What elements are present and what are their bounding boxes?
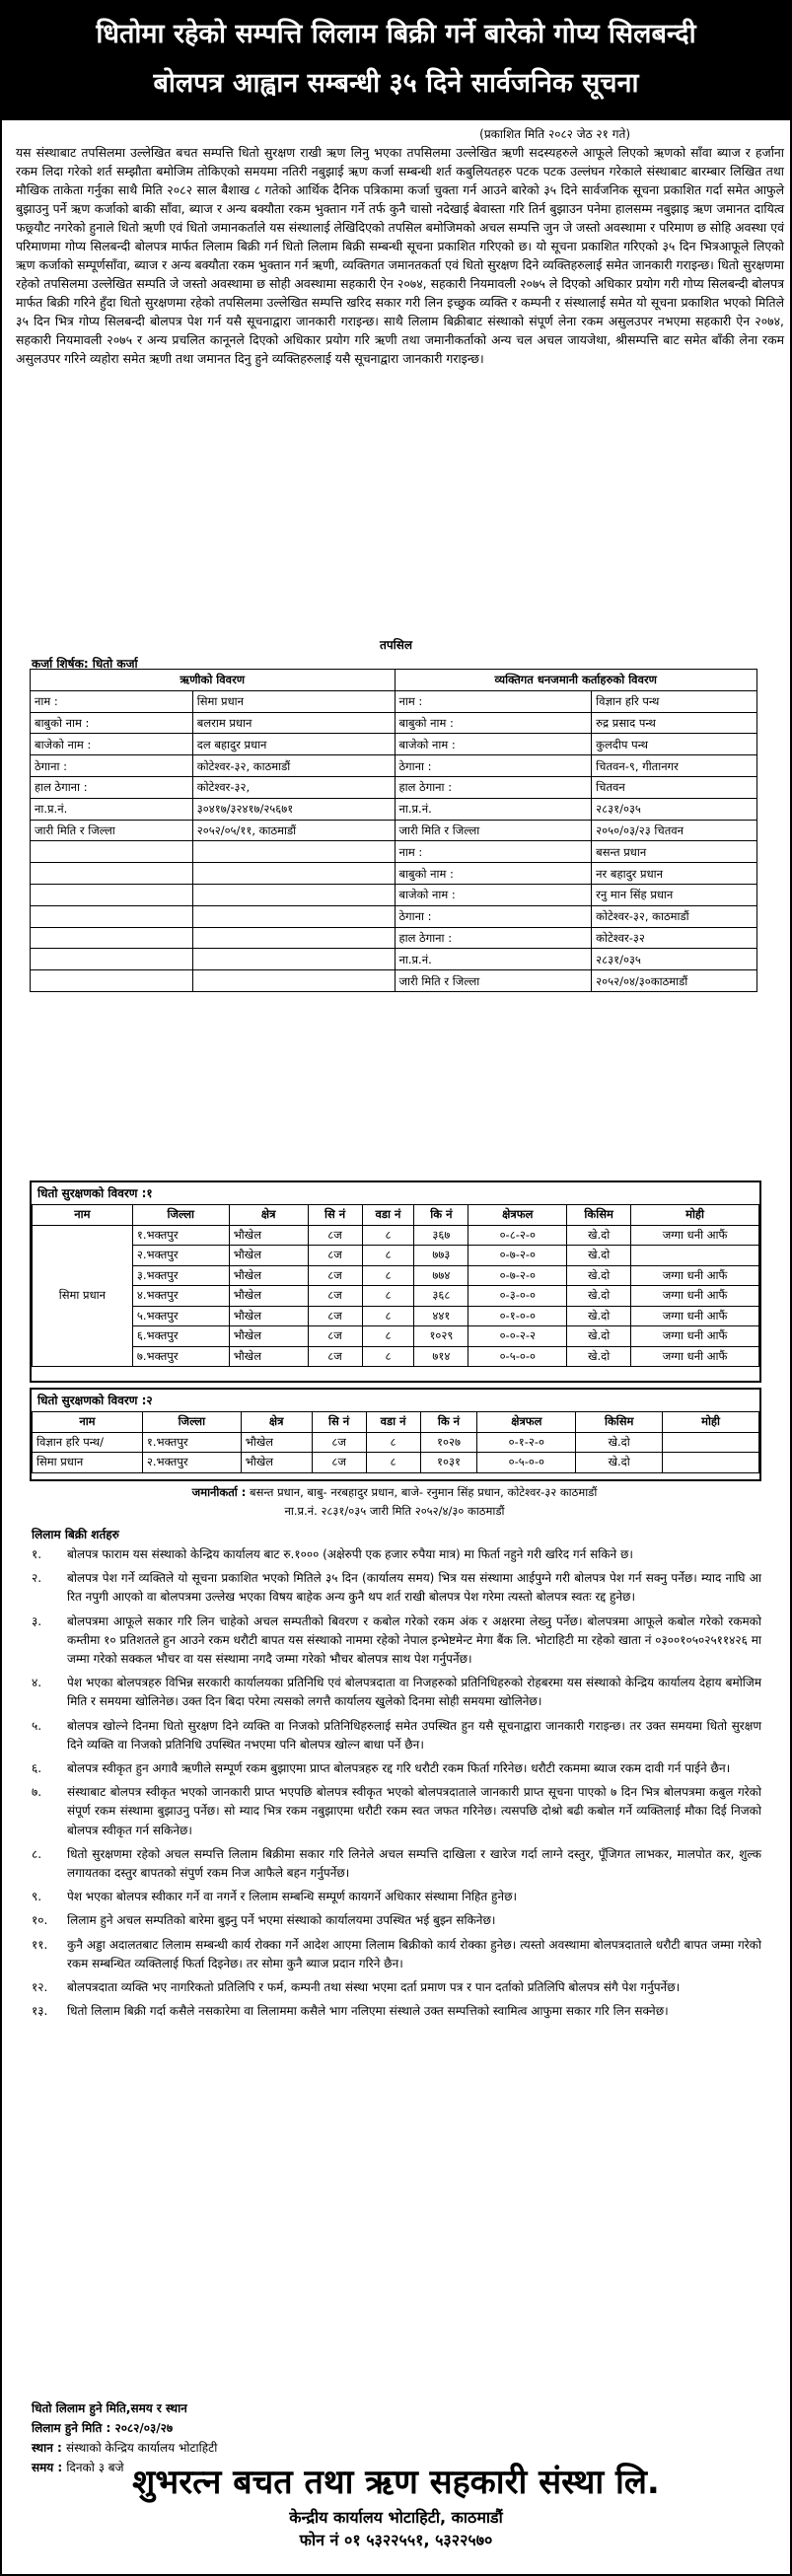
info-row [31, 712, 757, 734]
table-cell: जग्गा धनी आफैं [631, 1286, 759, 1307]
guarantor-field-value: नर बहादुर प्रधान [592, 863, 757, 885]
table-cell: ३६७ [414, 1225, 468, 1246]
table-row [33, 1225, 759, 1246]
table-cell: भौखेल [229, 1346, 308, 1367]
term-text: बोलपत्र स्वीकृत हुन अगावै ऋणीले सम्पूर्ण रकम बुझाएमा प्राप्त बोलपत्रहरु रद्द गरि धरौटी रकम फिर्ता गरिनेछ। धरौटी रकममा ब्याज रकम दावी गर्न पाईने छैन। [67, 1761, 731, 1776]
auction-time-label: समय : [32, 2461, 63, 2474]
guarantee-text-2: ना.प्र.नं. २८३१/०३५ जारी मिति २०५२/४/३० काठमाडौं [284, 1504, 505, 1518]
empty-cell [192, 927, 395, 949]
table-cell: ८ज [312, 1432, 366, 1453]
term-text: पेश भएका बोलपत्र स्वीकार गर्ने वा नगर्ने र लिलाम सम्बन्धि सम्पूर्ण कायगर्ने अधिकार संस्थामा निहित हुनेछ। [67, 1890, 518, 1904]
table-cell: १०२९ [414, 1326, 468, 1347]
borrower-field-value: सिमा प्रधान [192, 690, 395, 712]
guarantor-field-label: ठेगाना : [395, 905, 592, 927]
table-cell: खे.दो [567, 1346, 631, 1367]
info-row [31, 798, 757, 820]
info-row [31, 734, 757, 755]
term-number: ६. [32, 1761, 42, 1776]
table-cell: भौखेल [229, 1265, 308, 1286]
header-line-2: बोलपत्र आह्वान सम्बन्धी ३५ दिने सार्वजनिक सूचना [153, 68, 639, 99]
column-header: किसिम [567, 1205, 631, 1226]
table-cell: ८ज [308, 1246, 362, 1266]
column-header: नाम [33, 1205, 133, 1226]
table-cell: ७१४ [414, 1346, 468, 1367]
table-cell: जग्गा धनी आफैं [631, 1265, 759, 1286]
borrower-field-value: दल बहादुर प्रधान [192, 734, 395, 755]
table-cell: ८ज [308, 1265, 362, 1286]
term-item [32, 1936, 761, 1973]
collateral-1-table [32, 1204, 759, 1367]
terms-list [32, 1545, 761, 2021]
info-row [31, 905, 757, 927]
column-header: जिल्ला [142, 1412, 241, 1433]
borrower-field-label: बाजेको नाम : [31, 734, 193, 755]
org-address: केन्द्रीय कार्यालय भोटाहिटी, काठमाडौं [289, 2508, 503, 2527]
column-header: क्षेत्र [241, 1412, 312, 1433]
table-cell: ६.भक्तपुर [132, 1326, 229, 1347]
table-cell: ०-१-०-० [468, 1306, 567, 1326]
term-number: २. [32, 1571, 42, 1586]
empty-cell [31, 970, 193, 992]
term-number: १०. [32, 1913, 48, 1928]
empty-cell [31, 841, 193, 863]
guarantor-field-value: २८३१/०३५ [592, 798, 757, 820]
table-cell: ८ज [308, 1346, 362, 1367]
borrower-heading: ऋणीको विवरण [31, 670, 396, 691]
table-cell: भौखेल [229, 1306, 308, 1326]
table-cell: २.भक्तपुर [132, 1246, 229, 1266]
header-line-1: धितोमा रहेको सम्पत्ति लिलाम बिक्री गर्ने बारेको गोप्य सिलबन्दी [96, 19, 696, 49]
guarantee-label: जमानीकर्ता : [191, 1485, 247, 1499]
term-item [32, 2002, 761, 2021]
term-text: पेश भएका बोलपत्रहरु विभिन्न सरकारी कार्यालयका प्रतिनिधि एवं बोलपत्रदाता वा निजहरुको प्रतिनिधिहरुको रोहबरमा यस संस्थाको केन्द्रिय कार्यालय देहाय बमोजिम मिति र समयमा खोलिनेछ। उक्त दिन बिदा परेमा त्यसको लगत्तै कार्यालय खुलेको दिनमा सोही समयमा खोलिनेछ। [67, 1676, 761, 1709]
guarantee-text: बसन्त प्रधान, बाबु- नरबहादुर प्रधान, बाजे- रनुमान सिंह प्रधान, कोटेश्वर-३२ काठमाडौं [250, 1485, 598, 1499]
column-header: क्षेत्र [229, 1205, 308, 1226]
table-cell: खे.दो [567, 1326, 631, 1347]
table-cell: खे.दो [567, 1306, 631, 1326]
guarantee-info [30, 1483, 759, 1521]
term-text: बोलपत्र पेश गर्ने व्यक्तिले यो सूचना प्रकाशित भएको मितिले ३५ दिन (कार्यालय समय) भित्र यस संस्थामा आईपुग्ने गरी बोलपत्र पेश गर्न सक्नु पर्नेछ। म्याद नाघि आ रित नपुगी आएको वा बोलपत्रमा उल्लेख भएका विषय बाहेक अन्य कुनै थप शर्त राखी बोलपत्र पेश गरेमा त्यस्तो बोलपत्र स्वतः रद्द हुनेछ। [67, 1571, 761, 1605]
table-cell: १.भक्तपुर [142, 1432, 241, 1453]
column-header: मोही [663, 1412, 759, 1433]
column-header: क्षेत्रफल [477, 1412, 576, 1433]
borrower-field-value: बलराम प्रधान [192, 712, 395, 734]
table-cell: ८ [362, 1346, 414, 1367]
empty-cell [31, 949, 193, 970]
table-cell: भौखेल [241, 1453, 312, 1473]
borrower-field-label: हाल ठेगाना : [31, 776, 193, 798]
term-text: धितो लिलाम बिक्री गर्दा कसैले नसकारेमा वा लिलाममा कसैले भाग नलिएमा संस्थाले उक्त सम्पत्तिको स्वामित्व आफुमा सकार गरि लिन सक्नेछ। [67, 2004, 669, 2019]
guarantor-field-value: रुद्र प्रसाद पन्थ [592, 712, 757, 734]
term-item [32, 1845, 761, 1883]
notice-header [2, 2, 790, 120]
collateral-2-table [32, 1411, 759, 1473]
table-cell: २.भक्तपुर [142, 1453, 241, 1473]
info-row [31, 820, 757, 841]
column-header: वडा नं [362, 1205, 414, 1226]
table-cell: ८ [366, 1432, 420, 1453]
term-item [32, 1545, 761, 1564]
table-cell: ७७४ [414, 1265, 468, 1286]
auction-date-label: लिलाम हुने मिति : [32, 2421, 111, 2435]
empty-cell [31, 927, 193, 949]
borrower-field-label: बाबुको नाम : [31, 712, 193, 734]
borrower-guarantor-table [30, 669, 757, 992]
borrower-field-value: कोटेश्वर-३२, काठमाडौं [192, 755, 395, 777]
table-cell: ८ [362, 1326, 414, 1347]
table-cell: खे.दो [567, 1225, 631, 1246]
column-header: क्षेत्रफल [468, 1205, 567, 1226]
term-text: बोलपत्र खोल्ने दिनमा धितो सुरक्षण दिने व्यक्ति वा निजको प्रतिनिधिहरुलाई समेत उपस्थित हुन यसै सूचनाद्वारा जानकारी गराइन्छ। तर उक्त समयमा धितो सुरक्षण दिने व्यक्ति वा निजको प्रतिनिधि उपस्थित नभएमा पनि बोलपत्र खोल्न बाधा पर्ने छैन। [67, 1718, 761, 1752]
column-header: किसिम [576, 1412, 663, 1433]
term-number: १२. [32, 1980, 48, 1995]
info-row [31, 690, 757, 712]
term-text: लिलाम हुने अचल सम्पतिको बारेमा बुझ्नु पर्ने भएमा संस्थाको कार्यालयमा उपस्थित भई बुझ्न सकिनेछ। [67, 1913, 496, 1928]
info-row [31, 863, 757, 885]
borrower-field-label: ठेगाना : [31, 755, 193, 777]
borrower-field-value: ३०४१७/३२४१७/२५६७१ [192, 798, 395, 820]
term-item [32, 1978, 761, 1997]
table-cell [631, 1246, 759, 1266]
column-header: कि नं [420, 1412, 477, 1433]
table-cell: भौखेल [229, 1326, 308, 1347]
table-cell: सिमा प्रधान [33, 1453, 143, 1473]
table-cell: ८ [366, 1453, 420, 1473]
table-cell: ८ज [308, 1286, 362, 1307]
term-item [32, 1674, 761, 1711]
table-cell: जग्गा धनी आफैं [631, 1346, 759, 1367]
column-header: जिल्ला [132, 1205, 229, 1226]
table-cell: ८ [362, 1265, 414, 1286]
auction-date: २०८२/०३/२७ [114, 2421, 174, 2435]
terms-title: लिलाम बिक्री शर्तहरु [32, 1528, 119, 1541]
table-cell: भौखेल [229, 1225, 308, 1246]
term-text: बोलपत्रमा आफूले सकार गरि लिन चाहेको अचल सम्पतीको बिवरण र कबोल गरेको रकम अंक र अक्षरमा लेख्नु पर्नेछ। बोलपत्रमा आफूले कबोल गरेको रकमको कम्तीमा १० प्रतिशतले हुन आउने रकम धरौटी बापत यस संस्थाको नाममा रहेको नेपाल इन्भेष्टमेन्ट मेगा बैंक लि. भोटाहिटी मा रहेको खाता नं ०३००१०५०२५११४२६ मा जम्मा गरेको सक्कल भौचर वा यस संस्थामा नगदै जम्मा गरेको भौचर बोलपत्र साथ पेश गर्नुपर्नेछ। [67, 1613, 761, 1667]
term-text: कुनै अड्डा अदालतबाट लिलाम सम्बन्धी कार्य रोक्का गर्ने आदेश आएमा लिलाम बिक्रीको कार्य रोक्का हुनेछ। त्यस्तो अवस्थामा बोलपत्रदाताले धरौटी बापत जम्मा गरेको रकम सम्बन्धित व्यक्तिलाई फिर्ता दिइनेछ। तर सोमा कुनै ब्याज प्रदान गरिने छैन। [67, 1937, 761, 1970]
guarantor-field-value: चितवन [592, 776, 757, 798]
org-footer [2, 2458, 790, 2552]
collateral-1-section [30, 1181, 761, 1383]
guarantor-field-label: नाम : [395, 841, 592, 863]
term-item [32, 1717, 761, 1754]
guarantor-field-value: २८३१/०३५ [592, 949, 757, 970]
info-row [31, 970, 757, 992]
info-row [31, 927, 757, 949]
table-row [33, 1265, 759, 1286]
auction-title: धितो लिलाम हुने मिति,समय र स्थान [32, 2401, 187, 2415]
empty-cell [192, 905, 395, 927]
term-number: ८. [32, 1846, 42, 1861]
org-phone: फोन नं ०१ ५३२२५५१, ५३२२५७० [299, 2531, 493, 2549]
table-row [33, 1432, 759, 1453]
term-number: ४. [32, 1676, 42, 1690]
term-number: ५. [32, 1718, 42, 1733]
term-number: १३. [32, 2004, 48, 2019]
table-cell: जग्गा धनी आफैं [631, 1326, 759, 1347]
table-cell: भौखेल [229, 1246, 308, 1266]
table-cell: जग्गा धनी आफैं [631, 1225, 759, 1246]
guarantor-field-label: बाजेको नाम : [395, 734, 592, 755]
empty-cell [31, 905, 193, 927]
column-header: कि नं [414, 1205, 468, 1226]
info-row [31, 776, 757, 798]
table-cell: खे.दो [567, 1286, 631, 1307]
collateral-1-header-row [33, 1205, 759, 1226]
table-cell: ८ज [312, 1453, 366, 1473]
guarantor-field-label: हाल ठेगाना : [395, 776, 592, 798]
loan-title: कर्जा शिर्षक: धितो कर्जा [32, 657, 138, 671]
tapsil-title: तपसिल [379, 638, 412, 652]
guarantor-field-value: २०५०/०३/२३ चितवन [592, 820, 757, 841]
table-cell: ०-०-२-२ [468, 1326, 567, 1347]
info-row [31, 755, 757, 777]
table-cell: ०-५-०-० [468, 1346, 567, 1367]
term-number: ११. [32, 1937, 48, 1952]
borrower-field-value: कोटेश्वर-३२, [192, 776, 395, 798]
term-text: धितो सुरक्षणमा रहेको अचल सम्पत्ति लिलाम बिक्रीमा सकार गरि लिनेले अचल सम्पत्ति दाखिला र खारेज गर्दा लाग्ने दस्तुर, पूँजिगत लाभकर, मालपोत कर, शुल्क लगायतका दस्तुर बापतको संपुर्ण रकम निज आफैले बहन गर्नुपर्नेछ। [67, 1846, 761, 1881]
empty-cell [192, 863, 395, 885]
collateral-2-title: धितो सुरक्षणको विवरण :२ [37, 1394, 153, 1407]
table-cell: ८ [362, 1306, 414, 1326]
info-row [31, 841, 757, 863]
intro-paragraph: यस संस्थाबाट तपसिलमा उल्लेखित बचत सम्पत्ति धितो सुरक्षण राखी ऋण लिनु भएका तपसिलमा उल्लेखित ऋणी सदस्यहरुले आफूले लिएको ऋणको साँवा ब्याज र हर्जाना रकम लिदा गरेको शर्त सम्झौता बमोजिम तोकिएको समयमा नतिरी नबुझाई ऋण कर्जा सम्बन्धी शर्त कबुलियतहरु पटक पटक उल्लंघन गरेकाले संस्थाबाट बारम्बार लिखित तथा मौखिक ताकेता गर्नुका साथै मिति २०८२ साल बैशाख ८ गतेको आर्थिक दैनिक पत्रिकामा कर्जा चुक्ता गर्न आउने बारेको ३५ दिने सार्वजनिक सूचना प्रकाशित गर्दा समेत आफुले बुझाउनु पर्ने ऋण कर्जाको बाकी साँवा, ब्याज र अन्य बक्यौता रकम भुक्तान गर्ने तर्फ कुनै चासो नदेखाई बेवास्ता गरि तिर्न बुझाउन पनेमा हालसम्म नबुझाइ ऋण जमानत दायित्व फछ्र्यौट नगरेको हुनाले धितो ऋणी एवं धितो जमानकर्ताले यस संस्थालाई लेखिदिएको तपसिल बमोजिमको अचल सम्पत्ति जुन जे जस्तो अवस्थामा र परिमाण छ सोहि अवस्था एवं परिमाणमा गोप्य सिलबन्दी बोलपत्र मार्फत लिलाम बिक्री गर्न धितो लिलाम बिक्री सम्बन्धी सूचना प्रकाशित गरिएको छ। यो सूचना प्रकाशित गरिएको ३५ दिन भित्रआफूले लिएको ऋण कर्जाको सम्पूर्णसाँवा, ब्याज र अन्य बक्यौता रकम भुक्तान गर्न ऋणी, व्यक्तिगत जमानतकर्ता एवं धितो सुरक्षण दिने व्यक्तिहरुलाई समेत जानकारी गराइन्छ। धितो सुरक्षणमा रहेको तपसिलमा उल्लेखित सम्पति जे जस्तो अवस्थामा छ सोही अवस्थामा सहकारी ऐन २०७४, सहकारी नियमावली २०७५ ले दिएको अधिकार प्रयोग गरी गोप्य सिलबन्दी बोलपत्र मार्फत बिक्री गरिने हुँदा धितो सुरक्षणमा रहेको तपसिलमा उल्लेखित सम्पत्ति खरिद सकार गरी लिन इच्छुक व्यक्ति र कम्पनी र संस्थालाई समेत यो सूचना प्रकाशित भएको मितिले ३५ दिन भित्र गोप्य सिलबन्दी बोलपत्र पेश गर्न यसै सूचनाद्वारा जानकारी गराइन्छ। साथै लिलाम बिक्रीबाट संस्थाको संपूर्ण लेना रकम असुलउपर नभएमा सहकारी ऐन २०७४, सहकारी नियमावली २०७५ र अन्य प्रचलित कानूनले दिएको अधिकार प्रयोग गरि ऋणी तथा जमानीकर्ताको अन्य चल अचल जायजेथा, श्रीसम्पत्ति बाट समेत बाँकी लेना रकम असुलउपर गरिने व्यहोरा समेत ऋणी तथा जमानत दिनु हुने व्यक्तिहरुलाई यसै सूचनाद्वारा जानकारी गराइन्छ। [16, 145, 784, 366]
table-cell: ४४१ [414, 1306, 468, 1326]
guarantor-field-label: ठेगाना : [395, 755, 592, 777]
guarantor-field-value: बसन्त प्रधान [592, 841, 757, 863]
empty-cell [31, 884, 193, 905]
table-cell: खे.दो [567, 1246, 631, 1266]
table-cell: ८ [362, 1225, 414, 1246]
info-row [31, 884, 757, 905]
guarantor-field-label: जारी मिति र जिल्ला [395, 820, 592, 841]
term-item [32, 1569, 761, 1607]
table-cell: ७७३ [414, 1246, 468, 1266]
guarantor-field-label: बाबुको नाम : [395, 712, 592, 734]
empty-cell [192, 949, 395, 970]
table-cell: ३६८ [414, 1286, 468, 1307]
term-number: ७. [32, 1785, 42, 1800]
table-cell: ८ज [308, 1326, 362, 1347]
table-cell: ४.भक्तपुर [132, 1286, 229, 1307]
table-cell: ८ [362, 1246, 414, 1266]
auction-time: दिनको ३ बजे [66, 2461, 124, 2474]
column-header: सि नं [308, 1205, 362, 1226]
table-cell: १०३१ [420, 1453, 477, 1473]
guarantor-field-label: ना.प्र.नं. [395, 949, 592, 970]
column-header: सि नं [312, 1412, 366, 1433]
table-cell: भौखेल [229, 1286, 308, 1307]
guarantor-field-label: हाल ठेगाना : [395, 927, 592, 949]
table-cell: खे.दो [576, 1453, 663, 1473]
guarantor-field-label: बाजेको नाम : [395, 884, 592, 905]
empty-cell [192, 884, 395, 905]
guarantor-heading: व्यक्तिगत धनजमानी कर्ताहरुको विवरण [395, 670, 757, 691]
table-cell: ०-७-२-० [468, 1246, 567, 1266]
term-item [32, 1783, 761, 1840]
term-item [32, 1759, 761, 1778]
borrower-field-label: नाम : [31, 690, 193, 712]
table-cell: जग्गा धनी आफैं [631, 1306, 759, 1326]
term-item [32, 1911, 761, 1930]
table-cell [663, 1432, 759, 1453]
guarantor-field-label: जारी मिति र जिल्ला [395, 970, 592, 992]
org-name: शुभरत्न बचत तथा ऋण सहकारी संस्था लि. [132, 2463, 660, 2502]
table-cell: ८ज [308, 1225, 362, 1246]
table-row [33, 1286, 759, 1307]
table-cell: भौखेल [241, 1432, 312, 1453]
table-cell [663, 1453, 759, 1473]
table-cell: खे.दो [576, 1432, 663, 1453]
table-row [33, 1453, 759, 1473]
collateral-2-section [30, 1388, 761, 1481]
guarantor-field-value: विज्ञान हरि पन्थ [592, 690, 757, 712]
table-cell: ८ [362, 1286, 414, 1307]
publish-date: (प्रकाशित मिति २०८२ जेठ २१ गते) [479, 127, 630, 141]
table-cell: ०-१-२-० [477, 1432, 576, 1453]
guarantor-field-value: कोटेश्वर-३२ [592, 927, 757, 949]
auction-place-label: स्थान : [32, 2441, 62, 2455]
table-row [33, 1246, 759, 1266]
guarantor-field-value: चितवन-९, गीतानगर [592, 755, 757, 777]
empty-cell [192, 841, 395, 863]
term-text: बोलपत्र फाराम यस संस्थाको केन्द्रिय कार्यालय बाट रु.१००० (अक्षेरुपी एक हजार रुपैया मात्र) मा फिर्ता नहुने गरी खरिद गर्न सकिने छ। [67, 1547, 633, 1561]
table-cell: खे.दो [567, 1265, 631, 1286]
borrower-field-label: जारी मिति र जिल्ला [31, 820, 193, 841]
guarantor-field-label: नाम : [395, 690, 592, 712]
terms-section [32, 1526, 761, 2026]
term-item [32, 1888, 761, 1906]
collateral-1-title: धितो सुरक्षणको विवरण :१ [37, 1186, 153, 1200]
guarantor-field-label: बाबुको नाम : [395, 863, 592, 885]
borrower-field-value: २०५२/०५/११, काठमाडौं [192, 820, 395, 841]
table-cell: १०२७ [420, 1432, 477, 1453]
guarantor-field-value: रनु मान सिंह प्रधान [592, 884, 757, 905]
guarantor-field-value: २०५२/०४/३०काठमाडौं [592, 970, 757, 992]
empty-cell [31, 863, 193, 885]
term-number: ९. [32, 1890, 42, 1904]
table-cell: ०-७-२-० [468, 1265, 567, 1286]
guarantor-field-label: ना.प्र.नं. [395, 798, 592, 820]
term-text: संस्थाबाट बोलपत्र स्वीकृत भएको जानकारी प्राप्त भएपछि बोलपत्र स्वीकृत भएको बोलपत्रदाताले जानकारी प्राप्त सूचना पाएको ७ दिन भित्र बोलपत्रमा कबुल गरेको संपूर्ण रकम संस्थामा बुझाउनु पर्नेछ। सो म्याद भित्र रकम नबुझाएमा धरौटी रकम स्वत जफत गरिनेछ। त्यसपछि दोश्रो बढी कबोल गर्ने व्यक्तिलाई मौका दिई निजको बोलपत्र स्वीकृत गर्न सकिनेछ। [67, 1785, 761, 1837]
table-cell: ७.भक्तपुर [132, 1346, 229, 1367]
term-number: १. [32, 1547, 42, 1561]
table-cell: ५.भक्तपुर [132, 1306, 229, 1326]
info-row [31, 949, 757, 970]
column-header: नाम [33, 1412, 143, 1433]
owner-name: सिमा प्रधान [33, 1225, 133, 1367]
borrower-field-label: ना.प्र.नं. [31, 798, 193, 820]
term-item [32, 1612, 761, 1670]
table-cell: ८ज [308, 1306, 362, 1326]
auction-place: संस्थाको केन्द्रिय कार्यालय भोटाहिटी [66, 2441, 218, 2455]
table-row [33, 1346, 759, 1367]
column-header: मोही [631, 1205, 759, 1226]
guarantor-field-value: कोटेश्वर-३२, काठमाडौं [592, 905, 757, 927]
collateral-2-header-row [33, 1412, 759, 1433]
table-row [33, 1306, 759, 1326]
empty-cell [192, 970, 395, 992]
table-cell: ३.भक्तपुर [132, 1265, 229, 1286]
table-cell: ०-५-०-० [477, 1453, 576, 1473]
table-cell: विज्ञान हरि पन्थ/ [33, 1432, 143, 1453]
term-number: ३. [32, 1613, 42, 1628]
table-cell: ०-८-२-० [468, 1225, 567, 1246]
table-row [33, 1326, 759, 1347]
column-header: वडा नं [366, 1412, 420, 1433]
table-cell: १.भक्तपुर [132, 1225, 229, 1246]
table-cell: ०-३-०-० [468, 1286, 567, 1307]
term-text: बोलपत्रदाता व्यक्ति भए नागरिकतो प्रतिलिपि र फर्म, कम्पनी तथा संस्था भएमा दर्ता प्रमाण पत्र र पान दर्ताको प्रतिलिपि बोलपत्र संगै पेश गर्नुपर्नेछ। [67, 1980, 681, 1995]
guarantor-field-value: कुलदीप पन्थ [592, 734, 757, 755]
